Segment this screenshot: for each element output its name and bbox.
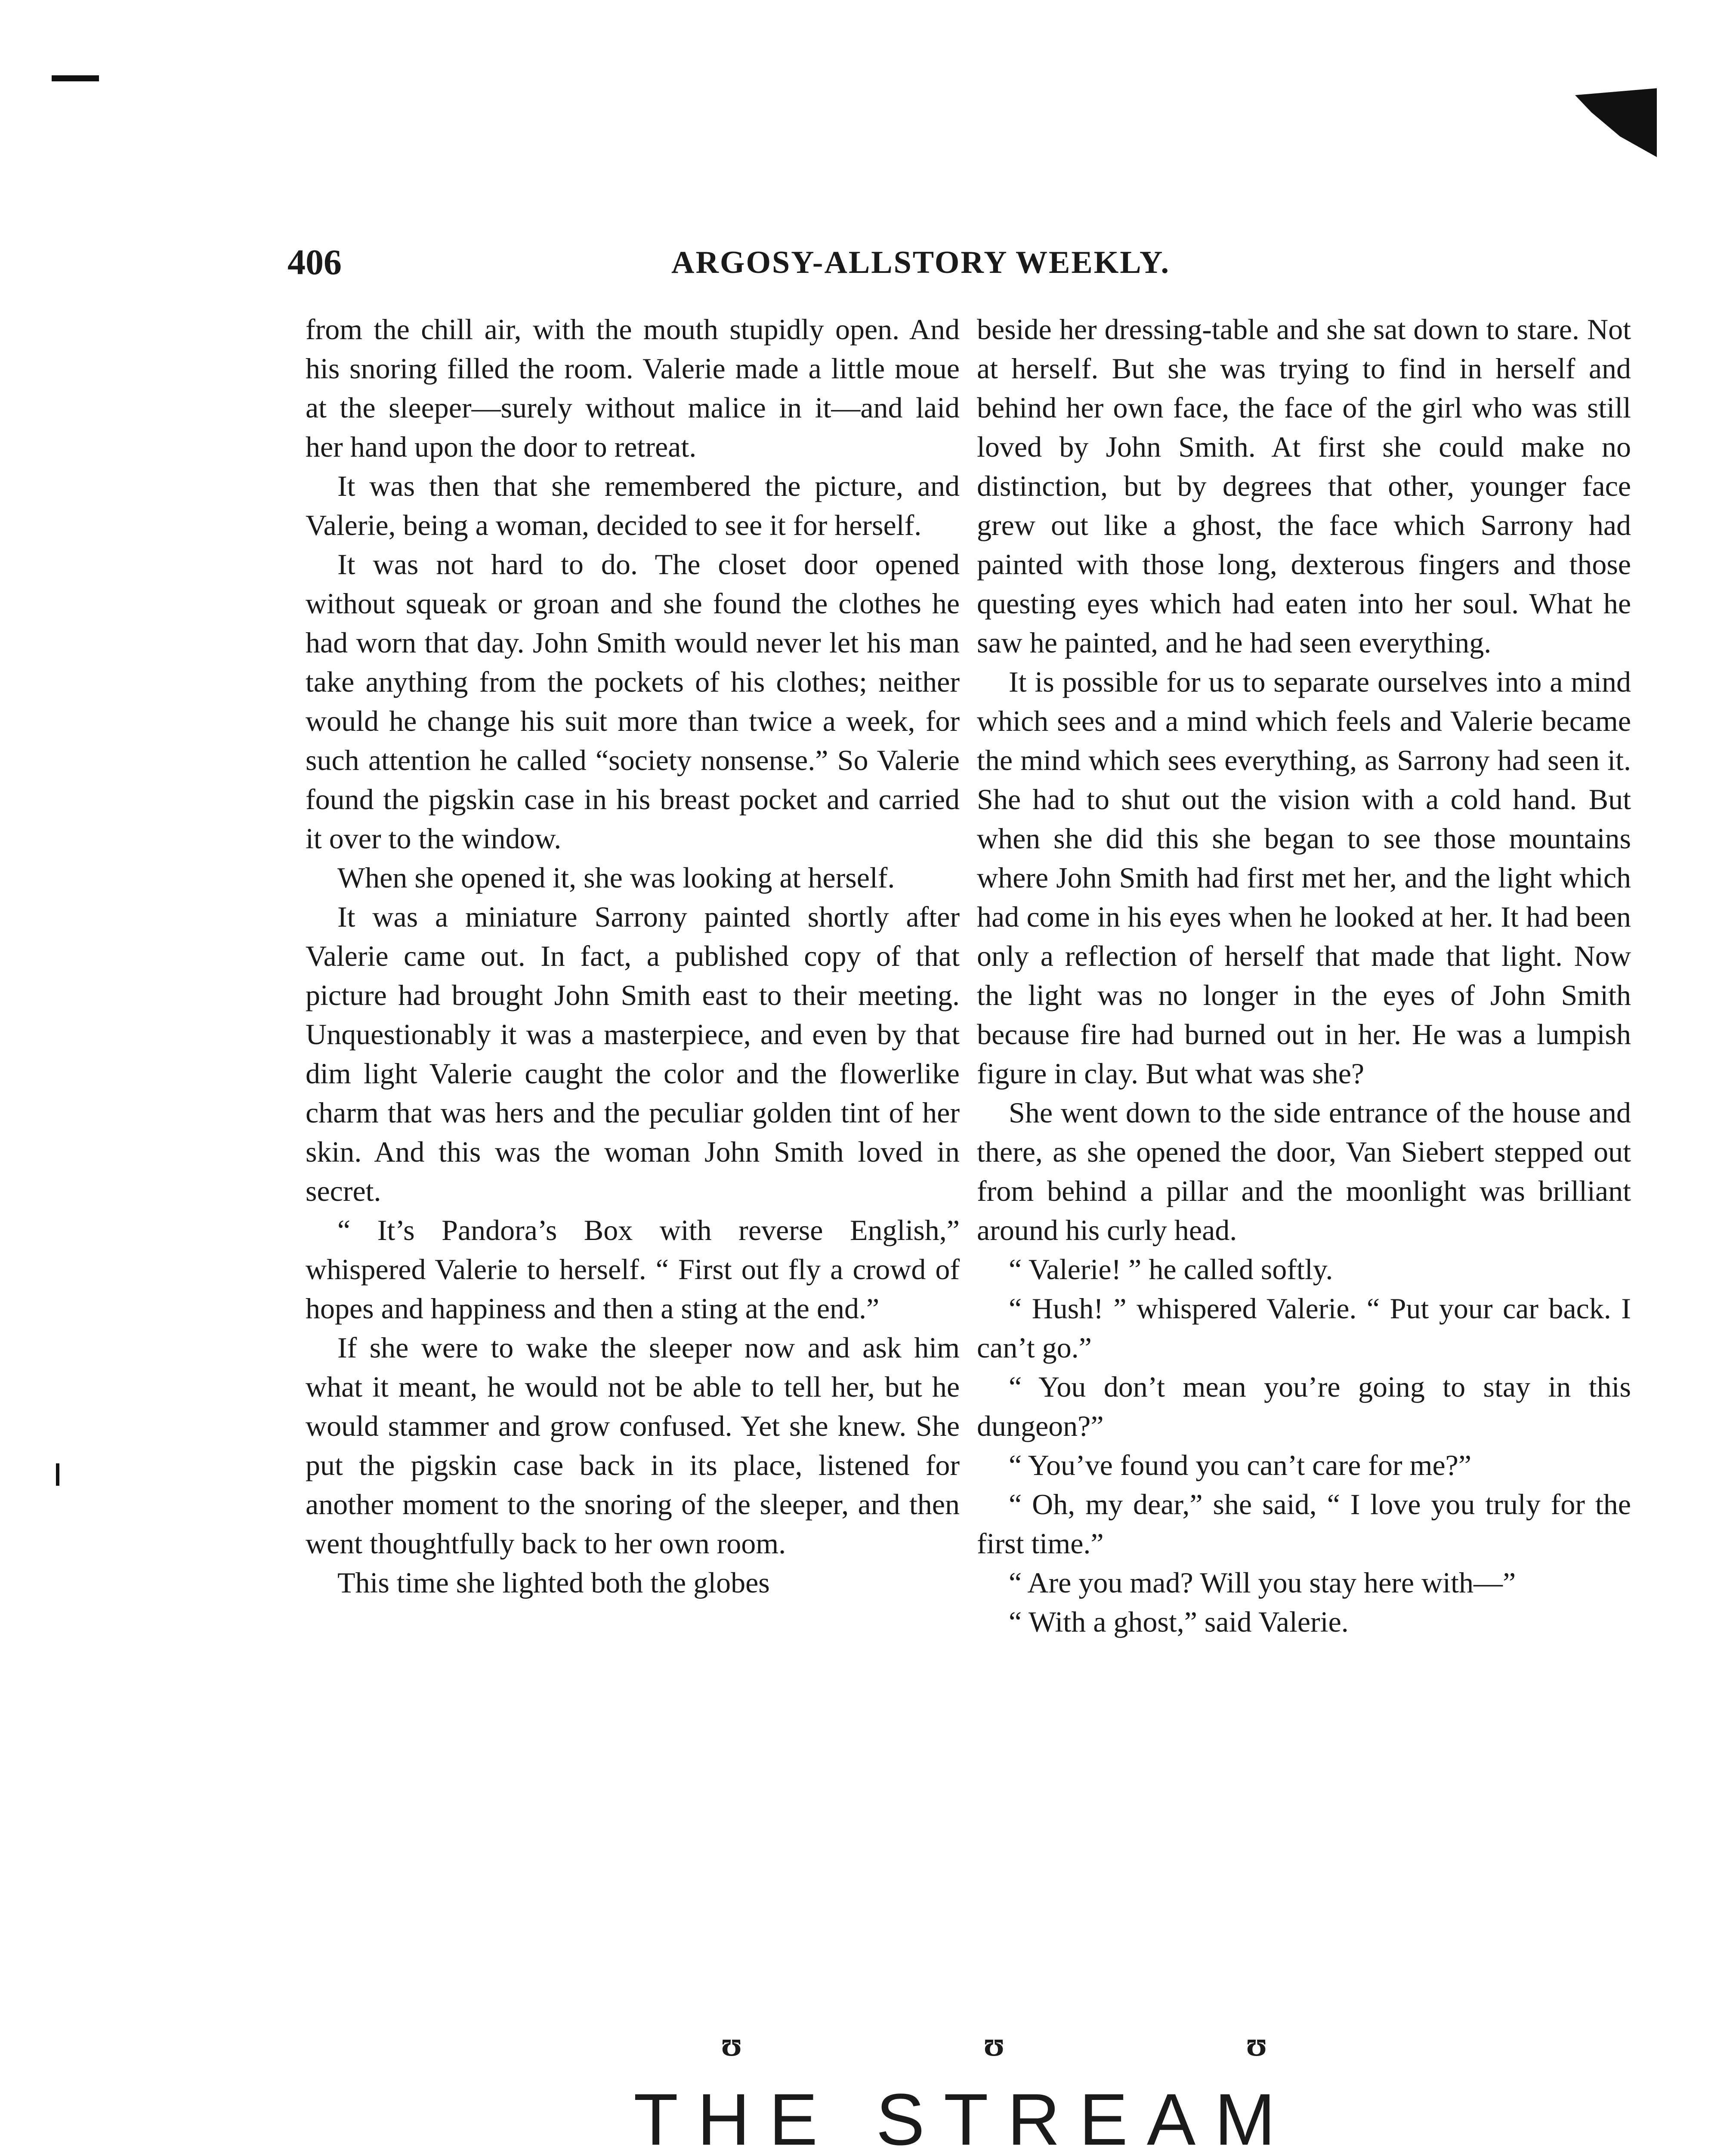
left-column <box>306 310 960 1602</box>
paragraph: “ It’s Pandora’s Box with reverse English,” whispered Valerie to herself. “ First out fly a crowd of hopes and happiness and then a sting at the end.” <box>306 1214 960 1325</box>
section-separator <box>706 2023 1282 2066</box>
paragraph: When she opened it, she was looking at herself. <box>337 861 895 894</box>
ornament-icon: ʊ <box>983 2025 1005 2063</box>
paragraph: “ You’ve found you can’t care for me?” <box>1009 1449 1472 1481</box>
scan-mark-left-margin <box>56 1463 59 1486</box>
paragraph: “ With a ghost,” said Valerie. <box>1009 1605 1349 1638</box>
paragraph: “ Valerie! ” he called softly. <box>1009 1253 1333 1286</box>
paragraph: from the chill air, with the mouth stupidly open. And his snoring filled the room. Valerie made a little moue at the sleeper—surely without malice in it—and laid her hand upon the door to retreat. <box>306 313 960 463</box>
scan-smudge-top-right <box>1575 88 1657 157</box>
paragraph: “ Hush! ” whispered Valerie. “ Put your car back. I can’t go.” <box>977 1292 1631 1364</box>
right-column <box>977 310 1631 1642</box>
paragraph: It was not hard to do. The closet door opened without squeak or groan and she found the clothes he had worn that day. John Smith would never let his man take anything from the pockets of his clothes; neither would he change his suit more than twice a week, for such attention he called “society nonsense.” So Valerie found the pigskin case in his breast pocket and carried it over to the window. <box>306 548 960 855</box>
ornament-icon: ʊ <box>721 2025 742 2063</box>
paragraph: It was a miniature Sarrony painted shortly after Valerie came out. In fact, a published copy of that picture had brought John Smith east to their meeting. Unquestionably it was a masterpiece, and even by that dim light Valerie caught the color and the flowerlike charm that was hers and the peculiar golden tint of her skin. And this was the woman John Smith loved in secret. <box>306 900 960 1207</box>
paragraph: This time she lighted both the globes <box>337 1566 770 1599</box>
paragraph: It was then that she remembered the picture, and Valerie, being a woman, decided to see it for herself. <box>306 470 960 541</box>
page-number: 406 <box>287 242 342 282</box>
poem-title: THE STREAM <box>633 2079 1294 2152</box>
scan-smudge-top-left <box>52 75 99 81</box>
paragraph: It is possible for us to separate ourselves into a mind which sees and a mind which feels and Valerie became the mind which sees everything, as Sarrony had seen it. She had to shut out the vision with a cold hand. But when she did this she began to see those mountains where John Smith had first met her, and the light which had come in his eyes when he looked at her. It had been only a reflection of herself that made that light. Now the light was no longer in the eyes of John Smith because fire had burned out in her. He was a lumpish figure in clay. But what was she? <box>977 665 1631 1090</box>
paragraph: “ Oh, my dear,” she said, “ I love you truly for the first time.” <box>977 1488 1631 1560</box>
paragraph: “ Are you mad? Will you stay here with—” <box>1009 1566 1516 1599</box>
paragraph: “ You don’t mean you’re going to stay in this dungeon?” <box>977 1370 1631 1442</box>
paragraph: If she were to wake the sleeper now and ask him what it meant, he would not be able to tell her, but he would stammer and grow confused. Yet she knew. She put the pigskin case back in its place, listened for another moment to the snoring of the sleeper, and then went thoughtfully back to her own room. <box>306 1331 960 1560</box>
paragraph: She went down to the side entrance of the house and there, as she opened the door, Van Siebert stepped out from behind a pillar and the moonlight was brilliant around his curly head. <box>977 1096 1631 1246</box>
paragraph: beside her dressing-table and she sat down to stare. Not at herself. But she was trying to find in herself and behind her own face, the face of the girl who was still loved by John Smith. At first she could make no distinction, but by degrees that other, younger face grew out like a ghost, the face which Sarrony had painted with those long, dexterous fingers and those questing eyes which had eaten into her soul. What he saw he painted, and he had seen everything. <box>977 313 1631 659</box>
running-title: ARGOSY-ALLSTORY WEEKLY. <box>671 245 1171 280</box>
ornament-icon: ʊ <box>1246 2025 1267 2063</box>
